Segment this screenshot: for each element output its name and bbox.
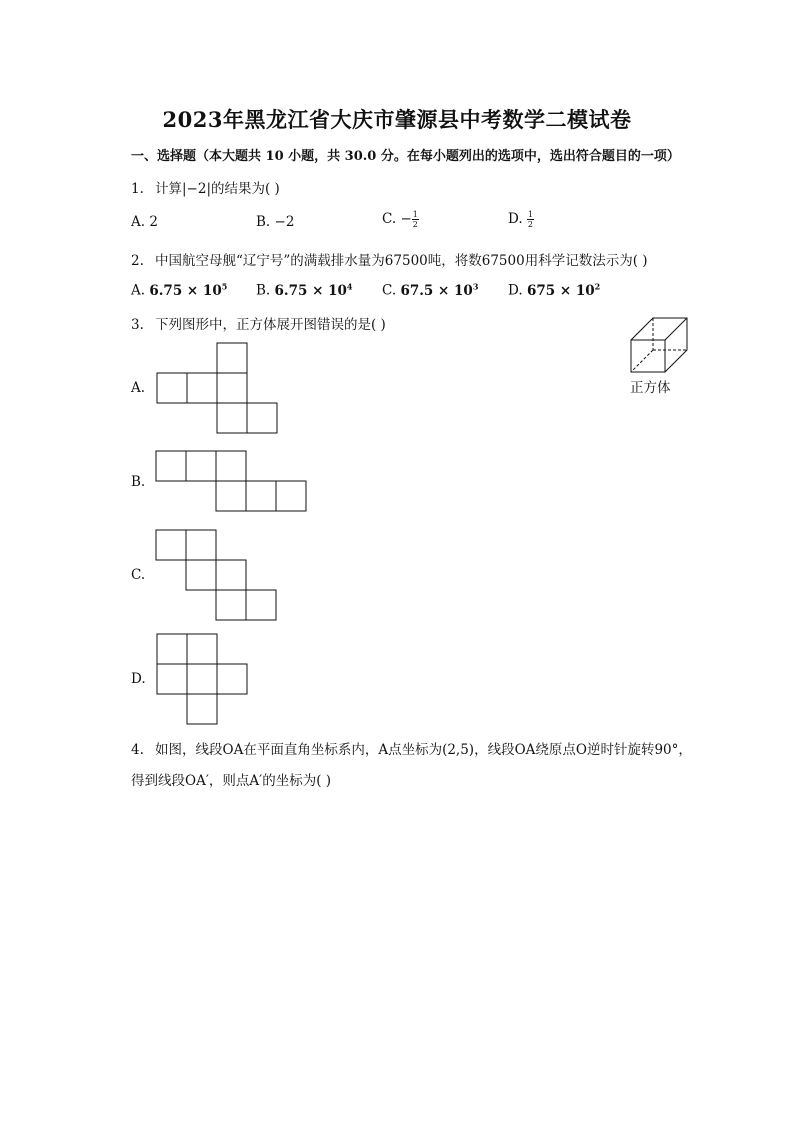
page-title: 2023年黑龙江省大庆市肇源县中考数学二模试卷 (162, 107, 632, 132)
q1-option-c[interactable]: C. − $\frac{1}{2}$ (382, 210, 418, 229)
q3-option-c-net[interactable] (156, 530, 278, 622)
q2-option-d[interactable]: D. $675 \times 10^2$ (508, 281, 601, 299)
q1-option-a[interactable]: A. 2 (131, 214, 158, 230)
question-2 (131, 249, 648, 269)
q3-option-b-net[interactable] (156, 451, 308, 513)
q3-option-c-label[interactable]: C. (131, 567, 146, 583)
question-1 (131, 177, 280, 197)
q1-option-d[interactable]: D. $\frac{1}{2}$ (508, 210, 533, 229)
question-text: 中国航空母舰“辽宁号”的满载排水量为67500吨，将数67500用科学记数法示为( ) (155, 253, 648, 269)
q3-option-a-label[interactable]: A. (131, 380, 146, 396)
fraction: $\frac{1}{2}$ (527, 210, 533, 229)
cube-figure (628, 315, 692, 375)
question-number: 3. (131, 317, 144, 333)
q2-option-b[interactable]: B. $6.75 \times 10^4$ (256, 281, 353, 299)
q3-option-d-label[interactable]: D. (131, 671, 146, 687)
fraction: $\frac{1}{2}$ (412, 210, 418, 229)
question-number: 1. (131, 181, 144, 197)
q3-option-a-net[interactable] (157, 343, 279, 435)
question-text: 如图，线段OA在平面直角坐标系内，A点坐标为(2,5)，线段OA绕原点O逆时针旋转90°， (155, 742, 692, 758)
q1-option-b[interactable]: B. −2 (256, 214, 295, 230)
q2-option-a[interactable]: A. $6.75 \times 10^5$ (131, 281, 228, 299)
question-4-line-2: 得到线段OA′，则点A′的坐标为( ) (131, 773, 332, 789)
question-number: 4. (131, 742, 144, 758)
section-heading: 一、选择题（本大题共 10 小题，共 30.0 分。在每小题列出的选项中，选出符合题目的一项） (131, 149, 680, 164)
q3-option-b-label[interactable]: B. (131, 474, 146, 490)
q3-option-d-net[interactable] (157, 634, 249, 726)
question-number: 2. (131, 253, 144, 269)
cube-caption: 正方体 (630, 380, 671, 396)
question-4 (131, 738, 692, 758)
question-3 (131, 313, 386, 333)
q2-option-c[interactable]: C. $67.5 \times 10^3$ (382, 281, 479, 299)
question-text: 计算|−2|的结果为( ) (155, 181, 280, 197)
question-text: 下列图形中，正方体展开图错误的是( ) (155, 317, 386, 333)
